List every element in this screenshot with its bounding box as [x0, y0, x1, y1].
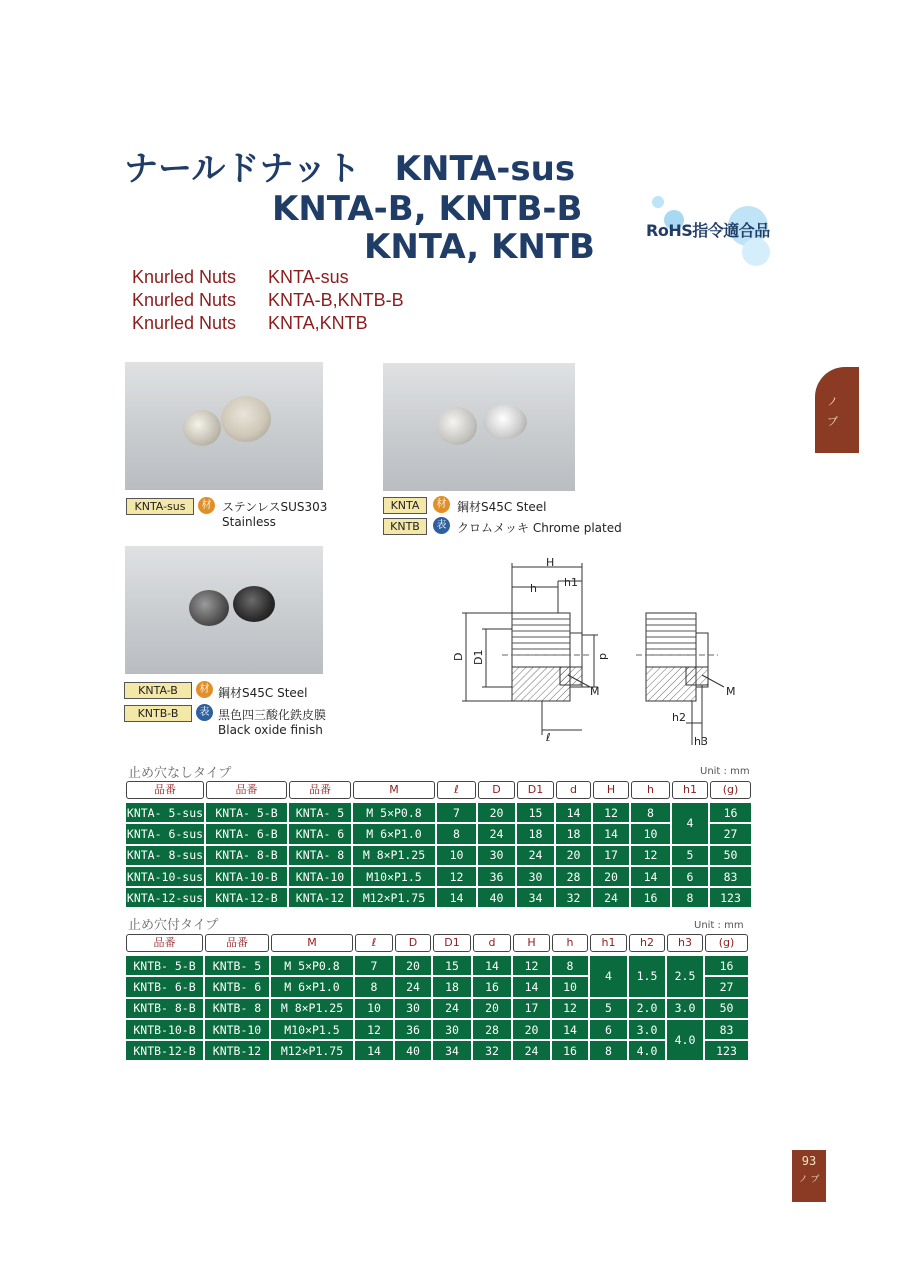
table2-cell: KNTB-12: [205, 1041, 269, 1060]
table1-cell: KNTA- 6-B: [206, 824, 287, 843]
page-tab-label: ノ ブ: [798, 1175, 820, 1185]
svg-text:d: d: [597, 653, 610, 660]
table2-cell: 14: [552, 1020, 588, 1039]
svg-text:M: M: [590, 685, 600, 698]
table2-cell: M10×P1.5: [271, 1020, 353, 1039]
table2-cell: KNTB- 6: [205, 977, 269, 996]
table2-section-title: 止め穴付タイプ: [128, 918, 219, 933]
table2-header-cell: h1: [590, 934, 627, 952]
finish-kntb: クロムメッキ Chrome plated: [457, 521, 622, 535]
table2-cell: 2.0: [629, 999, 665, 1018]
table1-header-cell: M: [353, 781, 435, 799]
table1-cell: M10×P1.5: [353, 867, 435, 886]
table1-cell: 28: [556, 867, 591, 886]
table1-header-cell: h: [631, 781, 670, 799]
table1-cell: 17: [593, 846, 629, 865]
rohs-label: RoHS指令適合品: [646, 221, 770, 240]
svg-text:D1: D1: [472, 649, 485, 665]
table2-cell: KNTB-10-B: [126, 1020, 203, 1039]
table2-cell: 123: [705, 1041, 748, 1060]
table2-cell: M 5×P0.8: [271, 956, 353, 975]
table2-cell: M 6×P1.0: [271, 977, 353, 996]
table2-cell: 16: [705, 956, 748, 975]
table2-cell: 14: [473, 956, 511, 975]
table1-cell: KNTA- 6-sus: [126, 824, 204, 843]
tag-knta-sus: KNTA-sus: [126, 498, 194, 515]
table1-merged-cell: 4: [672, 803, 708, 844]
table2-cell: 12: [552, 999, 588, 1018]
table1-cell: KNTA- 5-B: [206, 803, 287, 822]
table1-cell: 30: [478, 846, 515, 865]
table1-cell: KNTA- 8-sus: [126, 846, 204, 865]
material-mark-icon: 材: [196, 681, 213, 698]
table2-merged-cell: 3.0: [667, 999, 703, 1018]
table2-cell: KNTB-10: [205, 1020, 269, 1039]
material-knta-sus-jp: ステンレスSUS303: [222, 500, 328, 514]
table1-cell: KNTA- 8: [289, 846, 351, 865]
table1-cell: 123: [710, 888, 751, 907]
table1-cell: 18: [556, 824, 591, 843]
table2-cell: 3.0: [629, 1020, 665, 1039]
table1-cell: M 6×P1.0: [353, 824, 435, 843]
table1-cell: KNTA- 5-sus: [126, 803, 204, 822]
table1-unit: Unit : mm: [700, 766, 750, 777]
table1-header-cell: ℓ: [437, 781, 476, 799]
table2-cell: 8: [590, 1041, 627, 1060]
table2-cell: 24: [395, 977, 431, 996]
table2-cell: 17: [513, 999, 550, 1018]
table1-cell: 24: [593, 888, 629, 907]
side-category-tab: ノ ブ: [815, 367, 859, 453]
table1-cell: M 8×P1.25: [353, 846, 435, 865]
table2-cell: 14: [355, 1041, 393, 1060]
tag-knta: KNTA: [383, 497, 427, 514]
table2-cell: KNTB- 5: [205, 956, 269, 975]
page-number-tab: [792, 1150, 826, 1202]
table1-cell: 6: [672, 867, 708, 886]
table1-cell: 20: [478, 803, 515, 822]
table1-cell: 14: [556, 803, 591, 822]
table1-cell: 8: [437, 824, 476, 843]
table2-cell: 12: [355, 1020, 393, 1039]
table2-cell: 30: [395, 999, 431, 1018]
table2-cell: 50: [705, 999, 748, 1018]
svg-text:h3: h3: [694, 735, 708, 748]
table2-header-cell: M: [271, 934, 353, 952]
table2-cell: KNTB-12-B: [126, 1041, 203, 1060]
table2-cell: 27: [705, 977, 748, 996]
table1-header-cell: 品番: [206, 781, 287, 799]
table1-cell: KNTA-12-B: [206, 888, 287, 907]
material-knta-sus-en: Stainless: [222, 515, 276, 529]
table1-cell: KNTA-10-B: [206, 867, 287, 886]
table2-header-cell: 品番: [205, 934, 269, 952]
table1-cell: 34: [517, 888, 554, 907]
tag-knta-b: KNTA-B: [124, 682, 192, 699]
table2-cell: 8: [355, 977, 393, 996]
title-line-1: ナールドナット KNTA-sus: [124, 149, 576, 189]
table1-cell: 14: [631, 867, 670, 886]
table2-header-cell: h: [552, 934, 588, 952]
material-mark-icon: 材: [433, 496, 450, 513]
material-mark-icon: 材: [198, 497, 215, 514]
en-title-1: Knurled Nuts KNTA-sus: [132, 267, 349, 287]
table2-cell: 28: [473, 1020, 511, 1039]
table2-cell: KNTB- 8-B: [126, 999, 203, 1018]
table2-cell: KNTB- 5-B: [126, 956, 203, 975]
table2-cell: 30: [433, 1020, 471, 1039]
table2-cell: 5: [590, 999, 627, 1018]
finish-mark-icon: 表: [433, 517, 450, 534]
photo-knta-kntb: [383, 363, 575, 491]
table1-cell: 10: [437, 846, 476, 865]
photo-knta-sus: [125, 362, 323, 490]
table2-header-cell: h2: [629, 934, 665, 952]
table2-cell: 20: [473, 999, 511, 1018]
table2-cell: 12: [513, 956, 550, 975]
table2-cell: 16: [473, 977, 511, 996]
material-knta-b: 鋼材S45C Steel: [218, 686, 308, 700]
table1-header-cell: D: [478, 781, 515, 799]
dimension-drawing: [440, 555, 760, 755]
title-line-3: KNTA, KNTB: [364, 227, 595, 267]
table1-header-cell: h1: [672, 781, 708, 799]
title-line-2: KNTA-B, KNTB-B: [272, 189, 583, 229]
table1-cell: 16: [631, 888, 670, 907]
table1-header-cell: H: [593, 781, 629, 799]
table2-cell: 6: [590, 1020, 627, 1039]
table2-cell: 16: [552, 1041, 588, 1060]
table1-cell: KNTA-10: [289, 867, 351, 886]
table1-cell: 30: [517, 867, 554, 886]
table1-cell: 20: [556, 846, 591, 865]
table2-cell: 8: [552, 956, 588, 975]
svg-text:H: H: [546, 556, 555, 569]
table2-cell: 20: [513, 1020, 550, 1039]
table1-cell: M 5×P0.8: [353, 803, 435, 822]
table1-cell: 40: [478, 888, 515, 907]
table1-header-cell: 品番: [126, 781, 204, 799]
table2-merged-cell: 1.5: [629, 956, 665, 997]
table1-cell: 20: [593, 867, 629, 886]
table2-cell: 40: [395, 1041, 431, 1060]
table1-cell: 24: [478, 824, 515, 843]
table2-header-cell: (g): [705, 934, 748, 952]
table2-cell: 7: [355, 956, 393, 975]
table2-cell: 14: [513, 977, 550, 996]
table2-header-cell: d: [473, 934, 511, 952]
table1-cell: 50: [710, 846, 751, 865]
en-title-2: Knurled Nuts KNTA-B,KNTB-B: [132, 290, 404, 310]
table2-header-cell: D1: [433, 934, 471, 952]
table2-cell: KNTB- 8: [205, 999, 269, 1018]
table1-cell: 12: [631, 846, 670, 865]
table2-cell: 10: [552, 977, 588, 996]
table1-cell: 15: [517, 803, 554, 822]
table1-cell: 14: [437, 888, 476, 907]
table2-cell: 4.0: [629, 1041, 665, 1060]
table1-cell: 14: [593, 824, 629, 843]
table1-cell: 12: [437, 867, 476, 886]
table2-header-cell: 品番: [126, 934, 203, 952]
table1-header-cell: (g): [710, 781, 751, 799]
table1-header-cell: d: [556, 781, 591, 799]
table1-section-title: 止め穴なしタイプ: [128, 766, 232, 781]
table1-header-cell: D1: [517, 781, 554, 799]
en-title-3: Knurled Nuts KNTA,KNTB: [132, 313, 368, 333]
svg-text:ℓ: ℓ: [546, 731, 551, 744]
finish-kntb-b-jp: 黒色四三酸化鉄皮膜: [218, 708, 327, 722]
table2-header-cell: D: [395, 934, 431, 952]
table2-cell: M 8×P1.25: [271, 999, 353, 1018]
table2-header-cell: h3: [667, 934, 703, 952]
table1-cell: 8: [631, 803, 670, 822]
table1-cell: 16: [710, 803, 751, 822]
tag-kntb: KNTB: [383, 518, 427, 535]
table2-header-cell: H: [513, 934, 550, 952]
table1-cell: 10: [631, 824, 670, 843]
photo-knta-b: [125, 546, 323, 674]
table2-cell: 18: [433, 977, 471, 996]
table1-cell: 32: [556, 888, 591, 907]
table2-cell: 83: [705, 1020, 748, 1039]
material-knta: 鋼材S45C Steel: [457, 500, 547, 514]
table1-cell: 7: [437, 803, 476, 822]
table1-cell: KNTA- 8-B: [206, 846, 287, 865]
table1-cell: 18: [517, 824, 554, 843]
table2-cell: 34: [433, 1041, 471, 1060]
svg-text:h1: h1: [564, 576, 578, 589]
table1-cell: KNTA- 6: [289, 824, 351, 843]
finish-mark-icon: 表: [196, 704, 213, 721]
table1-cell: M12×P1.75: [353, 888, 435, 907]
table2-header-cell: ℓ: [355, 934, 393, 952]
tag-kntb-b: KNTB-B: [124, 705, 192, 722]
table2-cell: 10: [355, 999, 393, 1018]
table1-cell: 36: [478, 867, 515, 886]
table2-cell: KNTB- 6-B: [126, 977, 203, 996]
svg-text:M: M: [726, 685, 736, 698]
svg-text:h: h: [530, 582, 537, 595]
table2-cell: 24: [513, 1041, 550, 1060]
table1-cell: 5: [672, 846, 708, 865]
table2-merged-cell: 4.0: [667, 1020, 703, 1061]
table1-cell: 24: [517, 846, 554, 865]
table2-cell: 36: [395, 1020, 431, 1039]
table2-merged-cell: 4: [590, 956, 627, 997]
table2-cell: 15: [433, 956, 471, 975]
table2-cell: 20: [395, 956, 431, 975]
table1-cell: KNTA-10-sus: [126, 867, 204, 886]
page-number: 93: [801, 1154, 817, 1168]
finish-kntb-b-en: Black oxide finish: [218, 723, 323, 737]
table1-cell: KNTA- 5: [289, 803, 351, 822]
svg-text:h2: h2: [672, 711, 686, 724]
table1-header-cell: 品番: [289, 781, 351, 799]
table2-cell: M12×P1.75: [271, 1041, 353, 1060]
table1-cell: 12: [593, 803, 629, 822]
table1-cell: KNTA-12: [289, 888, 351, 907]
table1-cell: 8: [672, 888, 708, 907]
table2-unit: Unit : mm: [694, 920, 744, 931]
table1-cell: KNTA-12-sus: [126, 888, 204, 907]
table2-cell: 32: [473, 1041, 511, 1060]
svg-text:D: D: [452, 652, 465, 661]
table2-cell: 24: [433, 999, 471, 1018]
table1-cell: 27: [710, 824, 751, 843]
table2-merged-cell: 2.5: [667, 956, 703, 997]
table1-cell: 83: [710, 867, 751, 886]
